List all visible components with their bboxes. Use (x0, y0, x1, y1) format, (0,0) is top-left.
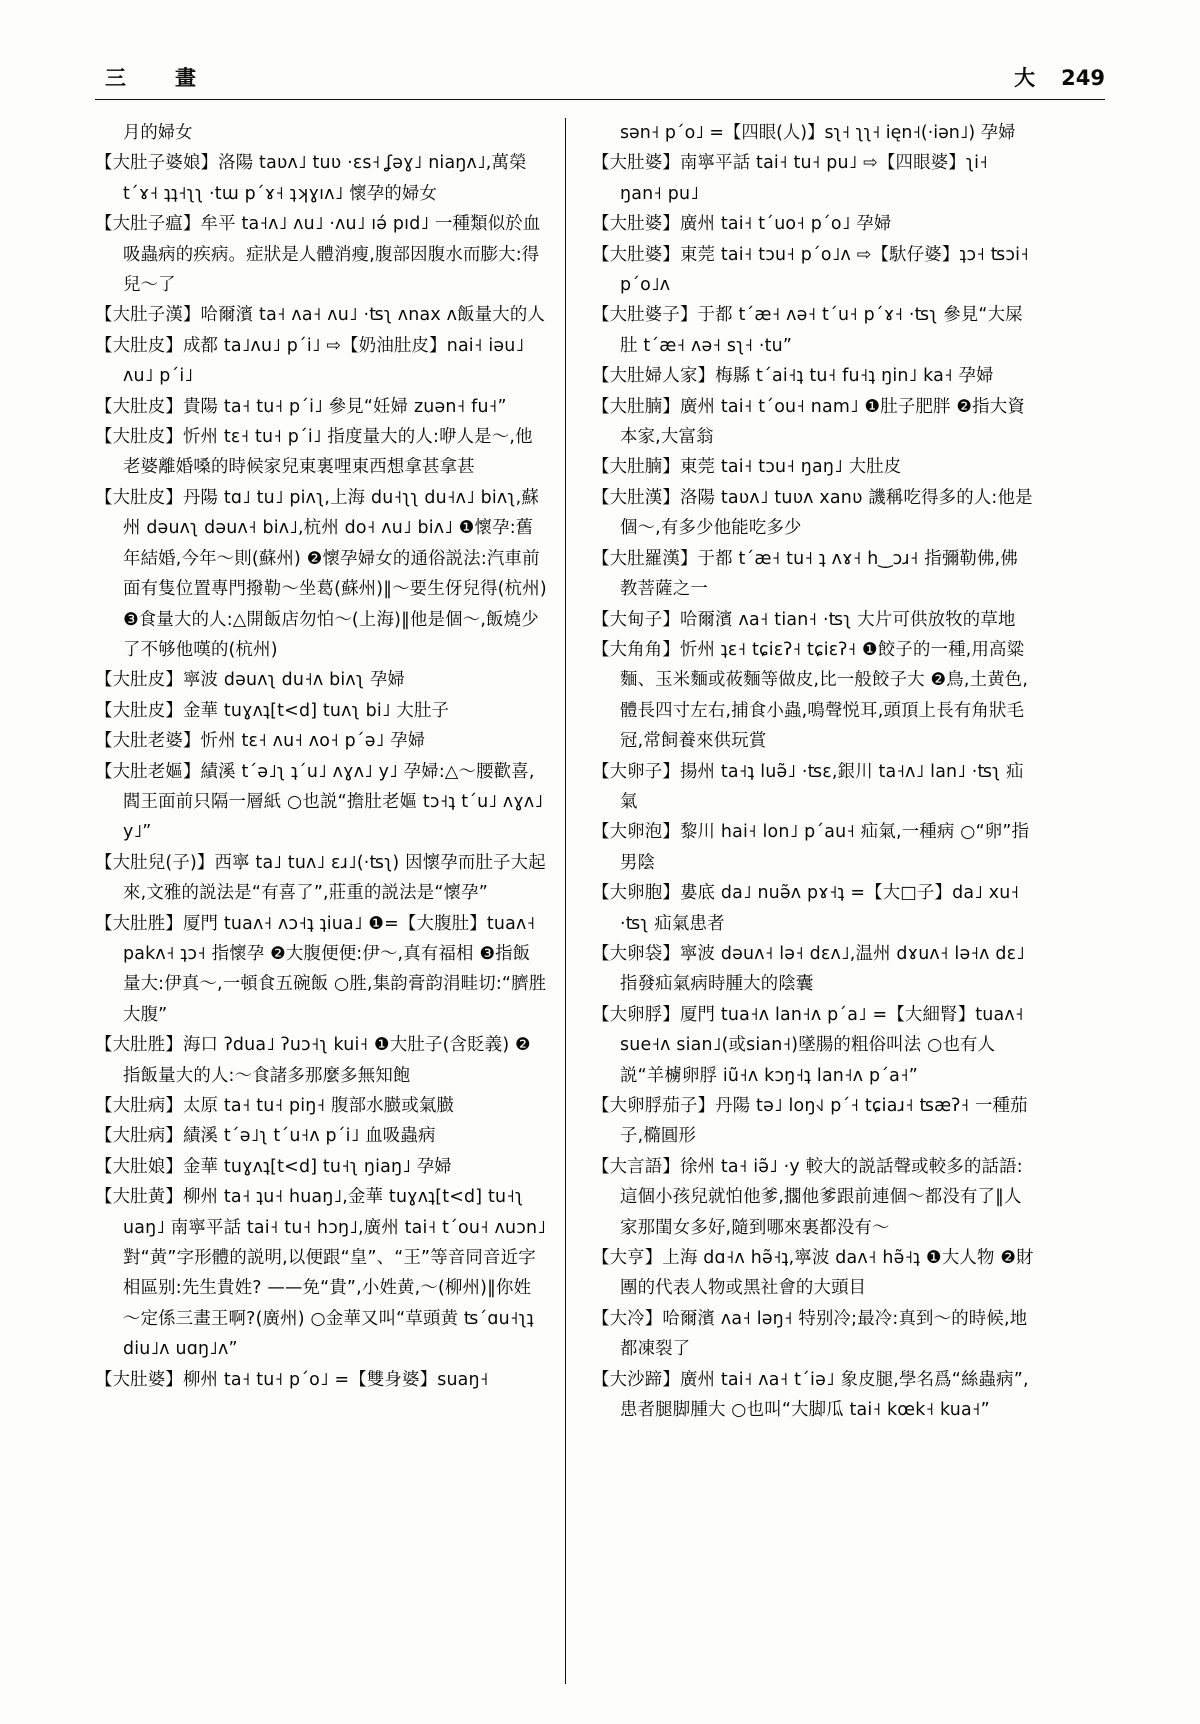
dictionary-entry: 【大肚皮】成都 ta˩ʌu˩ pˊi˩ ⇨【奶油肚皮】nai˧ iəu˩ ʌu˩ pˊi˩ (95, 335, 525, 387)
dictionary-entry: 【大肚婆】東莞 tai˧ tɔu˧ pˊo˩ʌ ⇨【馱仔婆】ʇɔ˧ ʦɔi˧ pˊo˩ʌ (592, 244, 1029, 296)
right-column (565, 118, 1035, 1684)
dictionary-entry: 【大肚婦人家】梅縣 tˊai˧ʇ tu˧ fu˧ʇ ŋin˩ ka˧ 孕婦 (592, 366, 994, 387)
entry-continuation: 月的婦女 (123, 123, 193, 143)
dictionary-entry: 【大卵子】揚州 ta˧ʇ luə̃˩ ·ʦɛ,銀川 ta˧ʌ˩ lan˩ ·ʦʅ 疝氣 (592, 761, 1024, 812)
dictionary-entry: 【大肚娘】金華 tuɣʌʇ[t<d] tu˧ʅ ŋiaŋ˩ 孕婦 (95, 1156, 452, 1177)
dictionary-entry: 【大肚胜】厦門 tuaʌ˧ ʌɔ˧ʇ ʇiua˩ ❶=【大腹肚】tuaʌ˧ pakʌ˧ ʇɔ˧ 指懷孕 ❷大腹便便:伊～,真有福相 ❸指飯量大:伊真～,一頓食五碗飯 ○胜,集韵膏韵涓畦切:“臍胜大腹” (95, 913, 547, 1025)
dictionary-entry: 【大肚婆】廣州 tai˧ tˊuo˧ pˊo˩ 孕婦 (592, 214, 892, 235)
dictionary-entry: 【大卵袋】寧波 dəuʌ˧ lə˧ dɛʌ˩,温州 dɤuʌ˧ lə˧ʌ dɛ˩ 指發疝氣病時腫大的陰囊 (592, 943, 1025, 995)
dictionary-entry: 【大肚老嫗】績溪 tˊə˩ʅ ʇˊu˩ ʌɣʌ˩ y˩ 孕婦:△～腰歡喜,閻王面前只隔一層紙 ○也説“擔肚老嫗 tɔ˧ʇ tˊu˩ ʌɣʌ˩ y˩” (95, 761, 544, 843)
dictionary-entry: 【大肚兒(子)】西寧 ta˩ tuʌ˩ ɛɹ˩(·ʦʅ) 因懷孕而肚子大起來,文雅的説法是“有喜了”,莊重的説法是“懷孕” (95, 852, 546, 904)
dictionary-entry: 【大肚子瘟】牟平 ta˧ʌ˩ ʌu˩ ·ʌu˩ ıə́ pıd˩ 一種類似於血吸蟲病的疾病。症狀是人體消瘦,腹部因腹水而膨大:得兒～了 (95, 214, 541, 296)
running-head-left: 三 畫 (105, 66, 210, 90)
dictionary-entry: 【大肚子婆娘】洛陽 taʋʌ˩ tuʋ ·ɛs˧ ʆəɣ˩ niaŋʌ˩,萬榮 tˊɤ˧ ʇʇ˧ʅʅ ·tɯ pˊɤ˧ ʇʞɣıʌ˩ 懷孕的婦女 (95, 153, 527, 204)
dictionary-entry: 【大卵胞】婁底 da˩ nuə̃ʌ pɤ˧ʇ =【大□子】da˩ xu˧ ·ʦʅ 疝氣患者 (592, 883, 1020, 934)
dictionary-entry: 【大肚皮】忻州 tɛ˧ tu˧ pˊi˩ 指度量大的人:咿人是～,他老婆離婚嗓的時候家兒東裏哩東西想拿甚拿甚 (95, 427, 533, 478)
dictionary-entry: 【大角角】忻州 ʇɛ˧ tɕiɛʔ˧ tɕiɛʔ˧ ❶餃子的一種,用高粱麵、玉米麵或莜麵等做皮,比一般餃子大 ❷鳥,土黄色,體長四寸左右,捕食小蟲,鳴聲悦耳,頭頂上長有角狀毛冠,常飼養來供玩賞 (592, 639, 1029, 752)
dictionary-entry: 【大亨】上海 dɑ˧ʌ hə̃˧ʇ,寧波 daʌ˧ hə̃˧ʇ ❶大人物 ❷財團的代表人物或黑社會的大頭目 (592, 1248, 1034, 1299)
dictionary-entry: 【大沙蹄】廣州 tai˧ ʌa˧ tˊiə˩ 象皮腿,學名爲“絲蟲病”,患者腿脚腫大 ○也叫“大脚瓜 tai˧ kœk˧ kua˧” (592, 1369, 1029, 1421)
dictionary-entry: 【大肚婆子】于都 tˊæ˧ ʌə˧ tˊu˧ pˊɤ˧ ·ʦʅ 參見“大屎肚 tˊæ˧ ʌə˧ sʅ˧ ·tu” (592, 305, 1023, 356)
dictionary-entry: 【大卵脬茄子】丹陽 tə˩ loŋ˧˩ pˊ˧ tɕiaɹ˧ ʦæʔ˧ 一種茄子,橢圓形 (592, 1096, 1028, 1147)
left-column (95, 118, 565, 1684)
running-head-char: 大 (1014, 66, 1036, 90)
dictionary-entry: 【大卵脬】厦門 tua˧ʌ lan˧ʌ pˊa˩ =【大細腎】tuaʌ˧ sue˧ʌ sian˩(或sian˧)墜腸的粗俗叫法 ○也有人説“羊㯭卵脬 iũ˧ʌ kɔŋ˧ʇ lan˧ʌ pˊa˧” (592, 1004, 1024, 1086)
dictionary-entry: 【大甸子】哈爾濱 ʌa˧ tian˧ ·ʦʅ 大片可供放牧的草地 (592, 609, 1016, 630)
dictionary-entry: 【大卵泡】黎川 hai˧ lon˩ pˊau˧ 疝氣,一種病 ○“卵”指男陰 (592, 822, 1030, 873)
dictionary-entry: 【大言語】徐州 ta˧ iə̃˩ ·y 較大的説話聲或較多的話語:這個小孩兒就怕他爹,擱他爹跟前連個～都没有了‖人家那閨女多好,隨到哪來裏都没有～ (592, 1156, 1023, 1238)
dictionary-entry: 【大肚子漢】哈爾濱 ta˧ ʌa˧ ʌu˩ ·ʦʅ ʌnax ʌ飯量大的人 (95, 305, 546, 326)
running-head-right (1014, 62, 1105, 92)
dictionary-entry: 【大肚皮】貴陽 ta˧ tu˧ pˊi˩ 參見“妊婦 zuən˧ fu˧” (95, 396, 507, 417)
page-number: 249 (1061, 66, 1105, 90)
dictionary-entry: 【大肚婆】柳州 ta˧ tu˧ pˊo˩ =【雙身婆】suaŋ˧ (95, 1369, 489, 1390)
dictionary-entry: 【大肚腩】廣州 tai˧ tˊou˧ nam˩ ❶肚子肥胖 ❷指大資本家,大富翁 (592, 396, 1025, 448)
dictionary-entry: 【大肚腩】東莞 tai˧ tɔu˧ ŋaŋ˩ 大肚皮 (592, 457, 902, 478)
dictionary-entry: 【大肚黄】柳州 ta˧ ʇu˧ huaŋ˩,金華 tuɣʌʇ[t<d] tu˧ʅ uaŋ˩ 南寧平話 tai˧ tu˧ hɔŋ˩,廣州 tai˧ tˊou˧ ʌuɔn˩ 對“黄”字形體的説明,以便跟“皇”、“王”等音同音近字相區别:先生貴姓? ——免“貴”,小姓黄,～(柳州)‖你姓～定係三畫王啊?(廣州) ○金華又叫“草頭黄 ʦˊɑu˧ʅʇ diu˩ʌ uɑŋ˩ʌ” (95, 1187, 547, 1360)
dictionary-entry: 【大肚病】績溪 tˊə˩ʅ tˊu˧ʌ pˊi˩ 血吸蟲病 (95, 1126, 436, 1147)
dictionary-entry: 【大肚皮】寧波 dəuʌʅ du˧ʌ biʌʅ 孕婦 (95, 670, 406, 691)
dictionary-entry: 【大肚羅漢】于都 tˊæ˧ tu˧ ʇ ʌɤ˧ h‿ɔɹ˧ 指彌勒佛,佛教菩薩之一 (592, 548, 1018, 600)
dictionary-entry: 【大肚婆】南寧平話 tai˧ tu˧ pu˩ ⇨【四眼婆】ʅi˧ ŋan˧ pu˩ (592, 153, 988, 204)
dictionary-entry: 【大冷】哈爾濱 ʌa˧ ləŋ˧ 特别冷;最冷:真到～的時候,地都凍裂了 (592, 1308, 1028, 1360)
running-head (95, 62, 1105, 102)
dictionary-entry: 【大肚病】太原 ta˧ tu˧ piŋ˧ 腹部水臌或氣臌 (95, 1096, 455, 1116)
dictionary-entry: 【大肚漢】洛陽 taʋʌ˩ tuʋʌ xanʋ 譏稱吃得多的人:他是個～,有多少他能吃多少 (592, 487, 1033, 539)
header-divider (95, 99, 1105, 100)
dictionary-entry: 【大肚胜】海口 ʔdua˩ ʔuɔ˧ʅ kui˧ ❶大肚子(含貶義) ❷指飯量大的人:～食諸多那麼多無知飽 (95, 1035, 531, 1086)
dictionary-entry: 【大肚老婆】忻州 tɛ˧ ʌu˧ ʌo˧ pˊə˩ 孕婦 (95, 731, 426, 752)
dictionary-entry: 【大肚皮】丹陽 tɑ˩ tu˩ piʌʅ,上海 du˧ʅʅ du˧ʌ˩ biʌʅ,蘇州 dəuʌʅ dəuʌ˧ biʌ˩,杭州 do˧ ʌu˩ biʌ˩ ❶懷孕:舊年結婚,今年～則(蘇州) ❷懷孕婦女的通俗説法:汽車前面有隻位置專門撥勒～坐葛(蘇州)‖～要生伢兒得(杭州) ❸食量大的人:△開飯店勿怕～(上海)‖他是個～,飯燒少了不够他嘆的(杭州) (95, 487, 547, 660)
dictionary-entry: 【大肚皮】金華 tuɣʌʇ[t<d] tuʌʅ bi˩ 大肚子 (95, 700, 450, 721)
entry-continuation: sən˧ pˊo˩ =【四眼(人)】sʅ˧ ʅʅ˧ ięn˧(·iən˩) 孕婦 (620, 123, 1016, 143)
text-columns (95, 118, 1112, 1684)
